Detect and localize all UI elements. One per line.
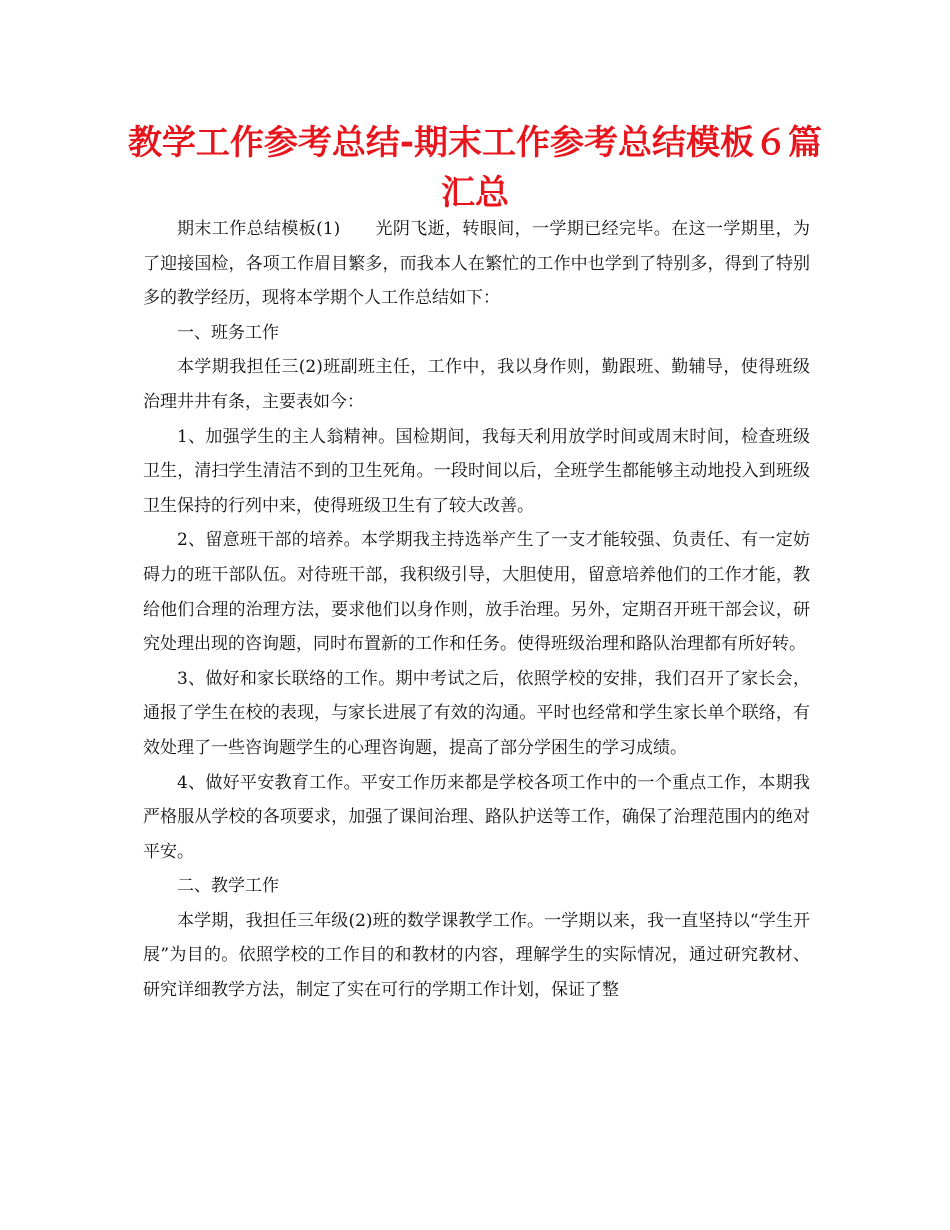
paragraph-class-role: 本学期我担任三(2)班副班主任，工作中，我以身作则，勤跟班、勤辅导，使得班级治理井井有条，主要表如今： — [143, 357, 810, 412]
paragraph-teaching: 本学期，我担任三年级(2)班的数学课教学工作。一学期以来，我一直坚持以“学生开展”为目的。依照学校的工作目的和教材的内容，理解学生的实际情况，通过研究教材、研究详细教学方法，制定了实在可行的学期工作计划，保证了整 — [143, 910, 810, 1001]
section-heading-teaching-work: 二、教学工作 — [177, 876, 279, 897]
document-body — [143, 212, 810, 1008]
paragraph-item-4: 4、做好平安教育工作。平安工作历来都是学校各项工作中的一个重点工作，本期我严格服从学校的各项要求，加强了课间治理、路队护送等工作，确保了治理范围内的绝对平安。 — [143, 772, 810, 862]
paragraph-intro: 期末工作总结模板(1) 光阴飞逝，转眼间，一学期已经完毕。在这一学期里，为了迎接国检，各项工作眉目繁多，而我本人在繁忙的工作中也学到了特别多，得到了特别多的教学经历，现将本学期个人工作总结如下： — [143, 219, 810, 309]
paragraph-item-2: 2、留意班干部的培养。本学期我主持选举产生了一支才能较强、负责任、有一定妨碍力的班干部队伍。对待班干部，我积级引导，大胆使用，留意培养他们的工作才能，教给他们合理的治理方法，要求他们以身作则，放手治理。另外，定期召开班干部会议，研究处理出现的咨询题，同时布置新的工作和任务。使得班级治理和路队治理都有所好转。 — [143, 530, 810, 655]
paragraph-item-3: 3、做好和家长联络的工作。期中考试之后，依照学校的安排，我们召开了家长会，通报了学生在校的表现，与家长进展了有效的沟通。平时也经常和学生家长单个联络，有效处理了一些咨询题学生的心理咨询题，提高了部分学困生的学习成绩。 — [143, 668, 810, 758]
paragraph-item-1: 1、加强学生的主人翁精神。国检期间，我每天利用放学时间或周末时间，检查班级卫生，清扫学生清洁不到的卫生死角。一段时间以后，全班学生都能够主动地投入到班级卫生保持的行列中来，使得班级卫生有了较大改善。 — [143, 426, 810, 516]
section-heading-class-work: 一、班务工作 — [177, 322, 279, 343]
document-title: 教学工作参考总结-期末工作参考总结模板６篇汇总 — [127, 123, 823, 213]
